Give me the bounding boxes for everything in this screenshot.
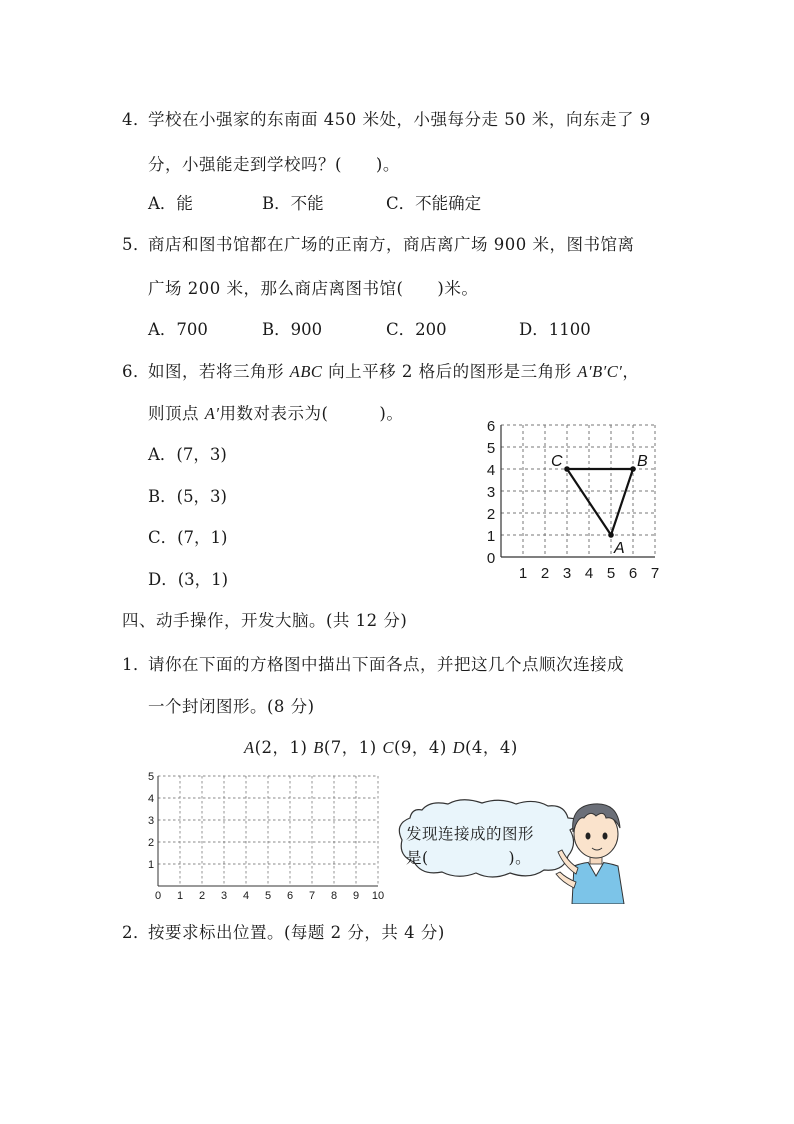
p1-x-label: 8: [330, 890, 338, 902]
q6-x-label: 3: [562, 565, 572, 582]
p1-line2: 一个封闭图形。(8 分): [148, 697, 315, 716]
q6-x-label: 4: [584, 565, 594, 582]
q6-line2: 则顶点 A′用数对表示为( )。: [148, 404, 404, 423]
triangle-abc: [567, 469, 633, 535]
point-b-dot: [630, 466, 636, 472]
q6-line1: 如图，若将三角形 ABC 向上平移 2 格后的图形是三角形 A′B′C′，: [148, 362, 640, 381]
q6-x-label: 5: [606, 565, 616, 582]
q4-line1: 学校在小强家的东南面 450 米处，小强每分走 50 米，向东走了 9: [148, 110, 651, 129]
q5-line1: 商店和图书馆都在广场的正南方，商店离广场 900 米，图书馆离: [148, 235, 635, 254]
section-4-title: 四、动手操作，开发大脑。(共 12 分): [122, 611, 408, 630]
p1-x-label: 3: [220, 890, 228, 902]
p1-y-label: 3: [147, 815, 155, 827]
q4-number: 4．: [122, 110, 150, 129]
p1-x-label: 10: [371, 890, 385, 902]
q6-option-d[interactable]: D．(3，1): [148, 570, 229, 589]
p1-x-label: 2: [198, 890, 206, 902]
p1-x-label: 5: [264, 890, 272, 902]
point-a-dot: [608, 532, 614, 538]
q5-option-d[interactable]: D．1100: [519, 320, 591, 339]
q6-x-label: 2: [540, 565, 550, 582]
q6-y-label: 2: [486, 506, 496, 523]
point-b-label: B: [637, 453, 648, 470]
q6-y-label: 4: [486, 462, 496, 479]
q4-line2: 分，小强能走到学校吗？( )。: [148, 155, 400, 174]
p1-line1: 请你在下面的方格图中描出下面各点，并把这几个点顺次连接成: [148, 655, 624, 674]
p1-x-label: 4: [242, 890, 250, 902]
q5-option-b[interactable]: B．900: [262, 320, 323, 339]
q4-option-c[interactable]: C．不能确定: [386, 194, 482, 213]
q6-x-label: 1: [518, 565, 528, 582]
q5-line2: 广场 200 米，那么商店离图书馆( )米。: [148, 279, 479, 298]
q5-option-c[interactable]: C．200: [386, 320, 447, 339]
q6-option-a[interactable]: A．(7，3): [148, 445, 227, 464]
q6-y-label: 0: [486, 550, 496, 567]
p1-x-label: 1: [176, 890, 184, 902]
p1-point-list: A(2，1) B(7，1) C(9，4) D(4，4): [244, 738, 518, 757]
p1-plot-grid[interactable]: [144, 766, 394, 906]
p1-number: 1．: [122, 655, 150, 674]
p1-x-label: 6: [286, 890, 294, 902]
q6-y-label: 1: [486, 528, 496, 545]
q6-option-c[interactable]: C．(7，1): [148, 528, 228, 547]
q6-y-label: 5: [486, 440, 496, 457]
q5-number: 5．: [122, 235, 150, 254]
q4-option-b[interactable]: B．不能: [262, 194, 324, 213]
q6-x-label: 7: [650, 565, 660, 582]
p1-y-label: 2: [147, 837, 155, 849]
q6-option-b[interactable]: B．(5，3): [148, 487, 227, 506]
p2-number: 2．: [122, 923, 150, 942]
p2-text: 按要求标出位置。(每题 2 分，共 4 分): [148, 923, 445, 942]
p1-y-label: 4: [147, 793, 155, 805]
bubble-line2[interactable]: 是( )。: [406, 849, 532, 867]
q4-option-a[interactable]: A．能: [148, 194, 193, 213]
p1-x-label: 7: [308, 890, 316, 902]
point-a-label: A: [614, 540, 625, 557]
boy-illustration: [554, 796, 634, 904]
q6-y-label: 6: [486, 418, 496, 435]
point-c-dot: [564, 466, 570, 472]
point-c-label: C: [551, 453, 563, 470]
p1-x-label: 9: [352, 890, 360, 902]
q5-option-a[interactable]: A．700: [148, 320, 208, 339]
q6-triangle-grid: [474, 412, 674, 588]
p1-y-label: 1: [147, 859, 155, 871]
q6-y-label: 3: [486, 484, 496, 501]
q6-x-label: 6: [628, 565, 638, 582]
p1-x-label: 0: [154, 890, 162, 902]
q6-number: 6．: [122, 362, 150, 381]
p1-y-label: 5: [147, 771, 155, 783]
bubble-line1: 发现连接成的图形: [406, 825, 535, 843]
